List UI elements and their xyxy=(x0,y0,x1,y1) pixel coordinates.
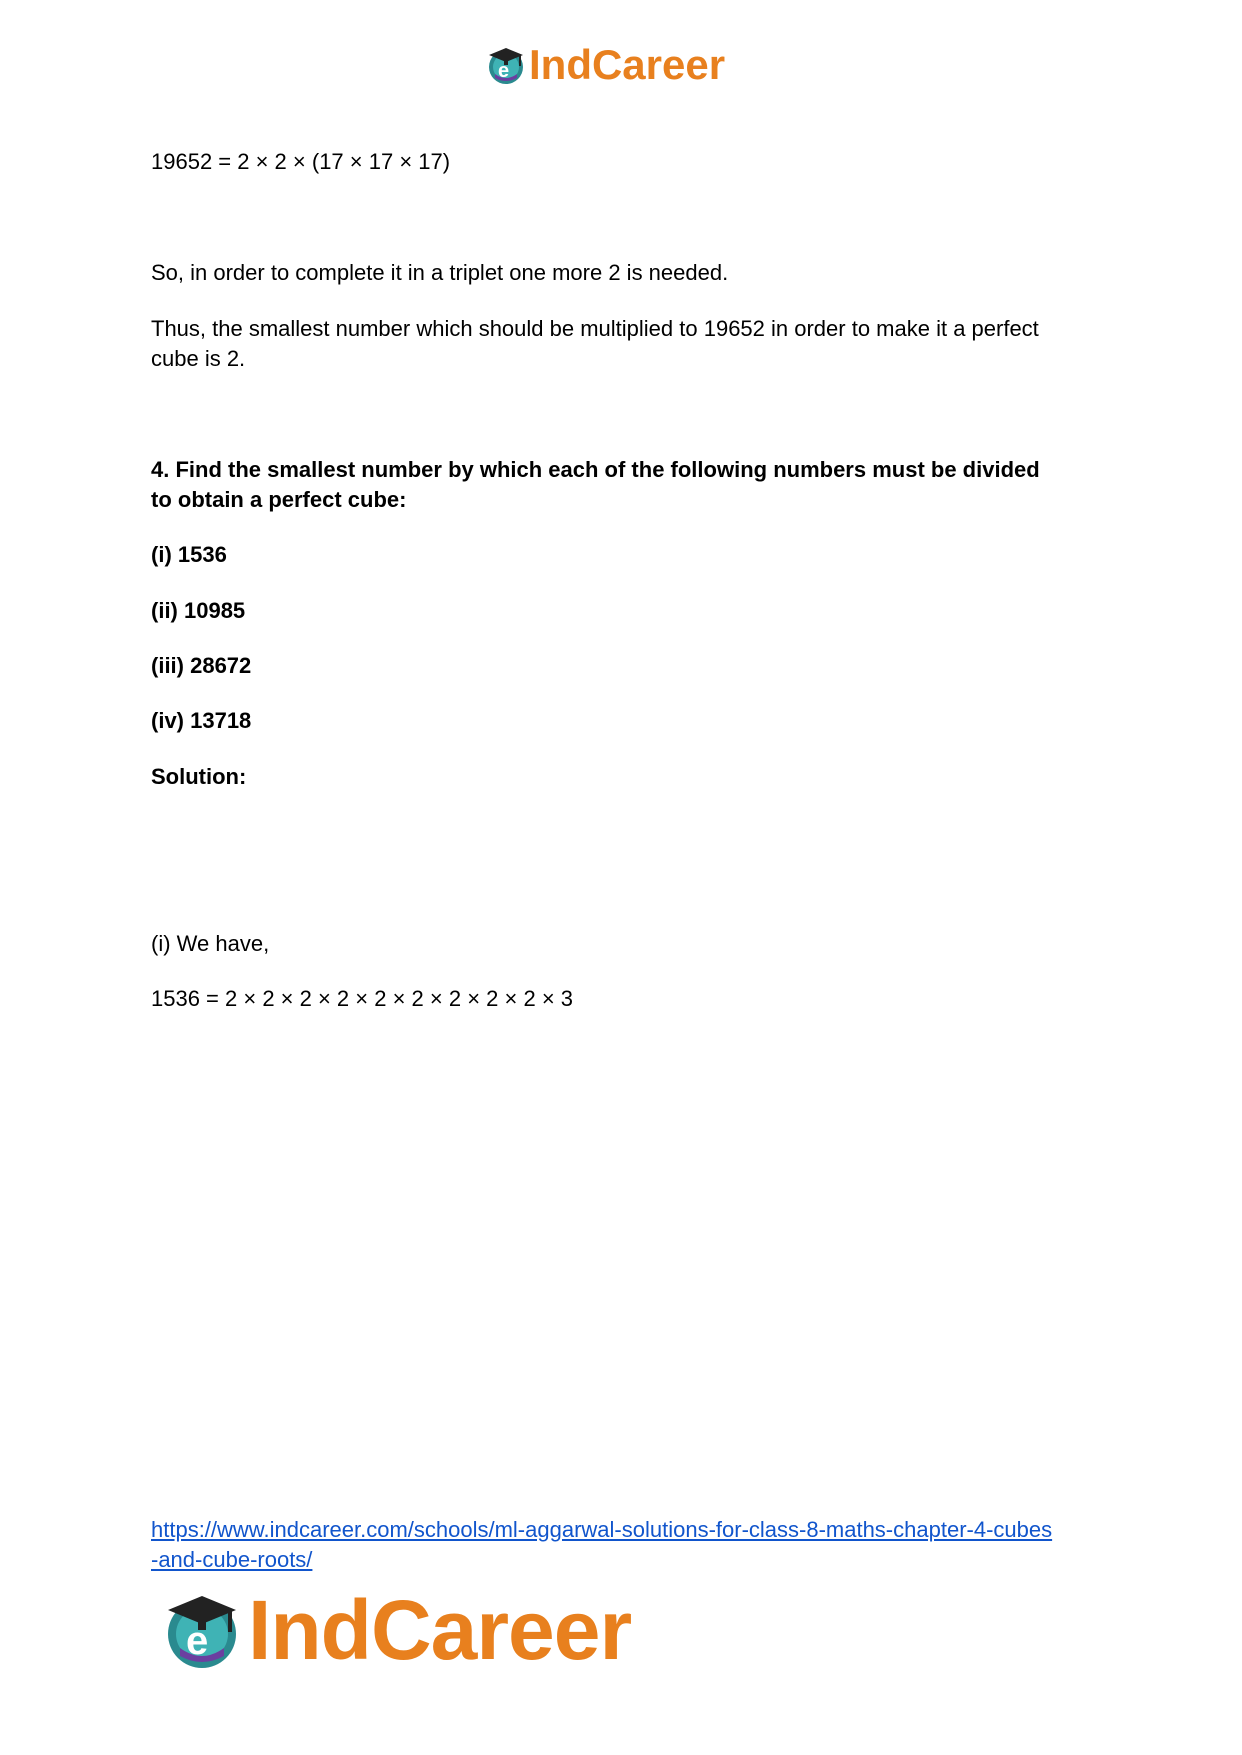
factorization-1536: 1536 = 2 × 2 × 2 × 2 × 2 × 2 × 2 × 2 × 2 × 3 xyxy=(151,986,574,1011)
triplet-sentence: So, in order to complete it in a triplet one more 2 is needed. xyxy=(151,260,729,285)
part-i-intro: (i) We have, xyxy=(151,931,270,956)
header-logo-text: IndCareer xyxy=(529,41,726,88)
source-link-line-2[interactable]: -and-cube-roots/ xyxy=(151,1547,313,1572)
conclusion-line-2: cube is 2. xyxy=(151,346,246,371)
footer-logo-text: IndCareer xyxy=(248,1583,632,1677)
source-link[interactable] xyxy=(151,1515,1111,1575)
header-logo xyxy=(485,40,725,90)
question-4-line-1: 4. Find the smallest number by which each of the following numbers must be divided xyxy=(151,457,1040,482)
svg-text:e: e xyxy=(498,60,510,82)
footer-logo xyxy=(160,1585,631,1675)
question-item-i: (i) 1536 xyxy=(151,542,227,567)
equation-19652: 19652 = 2 × 2 × (17 × 17 × 17) xyxy=(151,149,451,174)
svg-text:e: e xyxy=(186,1619,209,1663)
graduation-globe-icon xyxy=(160,1588,244,1672)
graduation-globe-icon xyxy=(485,44,527,86)
question-4-line-2: to obtain a perfect cube: xyxy=(151,487,407,512)
solution-label: Solution: xyxy=(151,764,247,789)
conclusion-line-1: Thus, the smallest number which should be multiplied to 19652 in order to make it a perfect xyxy=(151,316,1039,341)
question-item-ii: (ii) 10985 xyxy=(151,598,246,623)
source-link-line-1[interactable]: https://www.indcareer.com/schools/ml-aggarwal-solutions-for-class-8-maths-chapter-4-cubes xyxy=(151,1517,1053,1542)
question-item-iii: (iii) 28672 xyxy=(151,653,252,678)
question-item-iv: (iv) 13718 xyxy=(151,708,252,733)
